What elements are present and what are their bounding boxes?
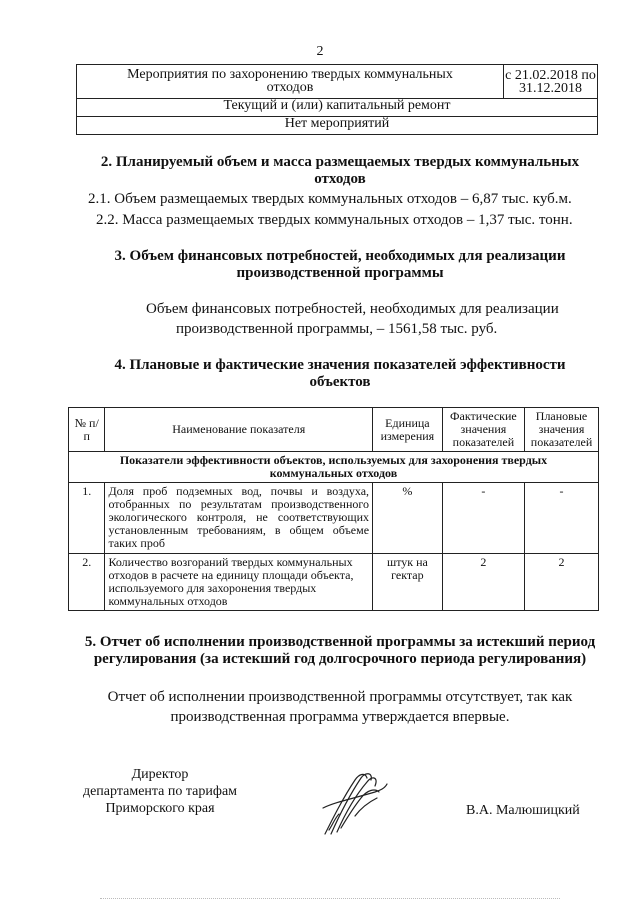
signatory-title-line: Директор <box>131 767 189 782</box>
table-header-row <box>69 408 599 452</box>
signatory-title <box>60 766 260 817</box>
table-cell: Текущий и (или) капитальный ремонт <box>77 99 598 117</box>
table-cell: с 21.02.2018 по 31.12.2018 <box>504 65 598 99</box>
table-section-row <box>69 452 599 483</box>
table-row <box>77 117 598 135</box>
heading-line: объектов <box>309 374 371 390</box>
header-name: Наименование показателя <box>105 408 373 452</box>
section-row-label: Показатели эффективности объектов, используемых для захоронения твердых коммунальных отходов <box>69 452 599 483</box>
signatory-title-line: департамента по тарифам <box>82 784 238 799</box>
heading-line: 2. Планируемый объем и масса размещаемых твердых коммунальных <box>100 154 580 170</box>
section-2-item-2: 2.2. Масса размещаемых твердых коммунальных отходов – 1,37 тыс. тонн. <box>96 212 573 228</box>
section-3-text-line: Объем финансовых потребностей, необходимых для реализации <box>146 301 559 317</box>
header-unit: Единица измерения <box>373 408 443 452</box>
heading-line: регулирования (за истекший год долгосрочного периода регулирования) <box>93 651 587 667</box>
section-2-heading <box>60 154 620 188</box>
section-3-text-line: производственной программы, – 1561,58 тыс. руб. <box>176 321 498 337</box>
page-number: 2 <box>316 44 324 59</box>
header-planned: Плановые значения показателей <box>525 408 599 452</box>
section-5-heading <box>60 634 620 668</box>
table-row <box>69 554 599 611</box>
row-planned: - <box>525 483 599 554</box>
row-unit: % <box>373 483 443 554</box>
signatory-title-line: Приморского края <box>105 801 215 816</box>
section-4-heading <box>60 357 620 391</box>
heading-line: 3. Объем финансовых потребностей, необходимых для реализации <box>114 248 566 264</box>
row-name: Доля проб подземных вод, почвы и воздуха, отобранных по результатам производственного экологического контроля, не соответствующих установленным требованиям, в общем объеме таких проб <box>105 483 373 554</box>
table-cell: Нет мероприятий <box>77 117 598 135</box>
header-num: № п/п <box>69 408 105 452</box>
signatory-name: В.А. Малюшицкий <box>466 803 580 818</box>
table-row <box>77 99 598 117</box>
heading-line: 4. Плановые и фактические значения показателей эффективности <box>114 357 566 373</box>
section-3-heading <box>60 248 620 282</box>
handwritten-signature <box>315 768 395 840</box>
section-2-item-1: 2.1. Объем размещаемых твердых коммунальных отходов – 6,87 тыс. куб.м. <box>88 191 572 207</box>
heading-line: отходов <box>314 171 366 187</box>
section-5-text-line: Отчет об исполнении производственной программы отсутствует, так как <box>107 689 573 705</box>
page-bottom-edge <box>100 898 560 899</box>
header-actual: Фактические значения показателей <box>442 408 524 452</box>
row-name: Количество возгораний твердых коммунальных отходов в расчете на единицу площади объекта, используемого для захоронения твердых коммунальных отходов <box>105 554 373 611</box>
table-row <box>77 65 598 99</box>
indicators-table <box>68 407 599 611</box>
heading-line: 5. Отчет об исполнении производственной программы за истекший период <box>84 634 596 650</box>
row-actual: - <box>442 483 524 554</box>
row-num: 2. <box>69 554 105 611</box>
heading-line: производственной программы <box>236 265 444 281</box>
table-cell: Мероприятия по захоронению твердых коммунальных отходов <box>77 65 504 99</box>
table-row <box>69 483 599 554</box>
row-actual: 2 <box>442 554 524 611</box>
row-unit: штук на гектар <box>373 554 443 611</box>
section-5-text-line: производственная программа утверждается впервые. <box>170 709 510 725</box>
events-table <box>76 64 598 135</box>
row-planned: 2 <box>525 554 599 611</box>
row-num: 1. <box>69 483 105 554</box>
